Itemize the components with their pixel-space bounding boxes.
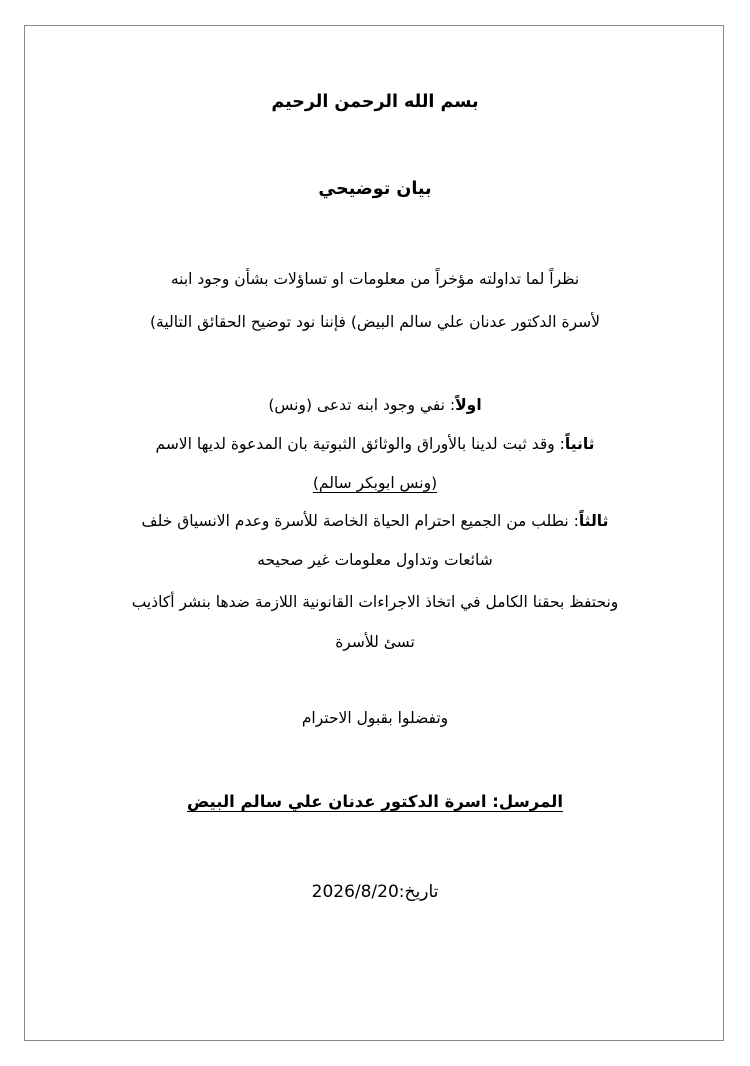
point-2-name-text: (ونس ابوبكر سالم) bbox=[312, 474, 438, 492]
point-1 bbox=[60, 393, 690, 417]
point-3 bbox=[60, 509, 690, 533]
intro-line-1: نظراً لما تداولته مؤخراً من معلومات او تساؤلات بشأن وجود ابنه bbox=[170, 270, 580, 288]
point-2 bbox=[60, 432, 690, 456]
point-3-text: : نطلب من الجميع احترام الحياة الخاصة للأسرة وعدم الانسياق خلف bbox=[141, 512, 579, 530]
point-2-text: : وقد ثبت لدينا بالأوراق والوثائق الثبوتية بان المدعوة لديها الاسم bbox=[155, 435, 565, 453]
intro-line-2: لأسرة الدكتور عدنان علي سالم البيض) فإننا نود توضيح الحقائق التالية) bbox=[149, 313, 600, 331]
point-3-continuation: شائعات وتداول معلومات غير صحيحه bbox=[257, 551, 493, 569]
point-1-text: : نفي وجود ابنه تدعى (ونس) bbox=[268, 396, 456, 414]
point-2-label: ثانياً bbox=[564, 435, 595, 453]
reserve-line-2: تسئ للأسرة bbox=[335, 633, 415, 651]
sender-text: المرسل: اسرة الدكتور عدنان علي سالم البيض bbox=[186, 792, 563, 811]
point-1-label: اولاً bbox=[455, 396, 482, 414]
point-3-label: ثالثاً bbox=[578, 512, 609, 530]
point-2-name bbox=[60, 471, 690, 495]
document-title: بيان توضيحي bbox=[318, 179, 432, 199]
reserve-line-1: ونحتفظ بحقنا الكامل في اتخاذ الاجراءات القانونية اللازمة ضدها بنشر أكاذيب bbox=[131, 593, 619, 611]
date-line: تاريخ:2026/8/20 bbox=[311, 882, 439, 902]
basmala-heading: بسم الله الرحمن الرحيم bbox=[271, 92, 479, 112]
sender-line bbox=[60, 790, 690, 814]
closing-line: وتفضلوا بقبول الاحترام bbox=[301, 709, 449, 727]
